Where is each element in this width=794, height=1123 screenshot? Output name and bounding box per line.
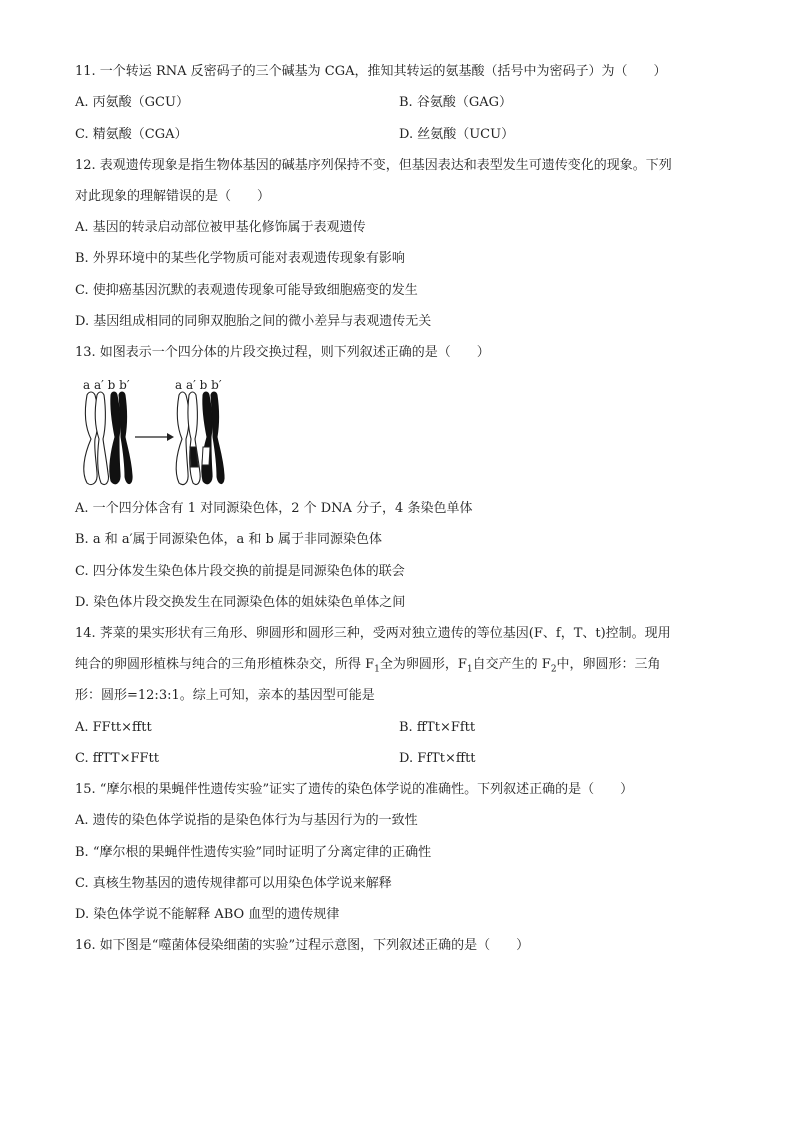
q15-option-b: B. “摩尔根的果蝇伴性遗传实验”同时证明了分离定律的正确性 (75, 845, 432, 860)
q11-option-d: D. 丝氨酸（UCU） (399, 127, 515, 142)
left-black-chromosome (110, 392, 132, 484)
q16-stem: 16. 如下图是“噬菌体侵染细菌的实验”过程示意图，下列叙述正确的是（ ） (75, 938, 530, 953)
q14-option-d: D. FfTt×fftt (399, 751, 476, 766)
q13-option-d: D. 染色体片段交换发生在同源染色体的姐妹染色单体之间 (75, 595, 406, 610)
q14-option-c: C. ffTT×FFtt (75, 751, 159, 766)
q15-option-d: D. 染色体学说不能解释 ABO 血型的遗传规律 (75, 907, 340, 922)
fig-labels-right: a a′ b b′ (175, 378, 222, 392)
fig-labels-left: a a′ b b′ (83, 378, 130, 392)
q15-option-a: A. 遗传的染色体学说指的是染色体行为与基因行为的一致性 (75, 813, 418, 828)
q11-option-a: A. 丙氨酸（GCU） (75, 95, 189, 110)
q12-option-b: B. 外界环境中的某些化学物质可能对表观遗传现象有影响 (75, 251, 405, 266)
q12-option-a: A. 基因的转录启动部位被甲基化修饰属于表观遗传 (75, 220, 366, 235)
q12-option-d: D. 基因组成相同的同卵双胞胎之间的微小差异与表观遗传无关 (75, 314, 432, 329)
right-black-chromosome (202, 392, 224, 484)
q14-option-b: B. ffTt×Fftt (399, 720, 476, 735)
q15-stem: 15. “摩尔根的果蝇伴性遗传实验”证实了遗传的染色体学说的准确性。下列叙述正确的是（ ） (75, 782, 634, 797)
q14-option-a: A. FFtt×fftt (75, 720, 152, 735)
tetrad-crossover-figure (75, 377, 237, 489)
left-white-chromosome (84, 392, 109, 485)
q13-stem: 13. 如图表示一个四分体的片段交换过程，则下列叙述正确的是（ ） (75, 345, 490, 360)
q12-stem-line2: 对此现象的理解错误的是（ ） (75, 189, 271, 204)
q11-stem: 11. 一个转运 RNA 反密码子的三个碱基为 CGA，推知其转运的氨基酸（括号中为密码子）为（ ） (75, 64, 667, 79)
q11-option-c: C. 精氨酸（CGA） (75, 127, 188, 142)
q14-stem-line1: 14. 荠菜的果实形状有三角形、卵圆形和圆形三种，受两对独立遗传的等位基因(F、f，T、t)控制。现用 (75, 626, 671, 641)
q13-option-b: B. a 和 a′属于同源染色体，a 和 b 属于非同源染色体 (75, 532, 383, 547)
q13-option-a: A. 一个四分体含有 1 对同源染色体，2 个 DNA 分子，4 条染色单体 (75, 501, 473, 516)
arrow-icon (135, 433, 174, 441)
q13-option-c: C. 四分体发生染色体片段交换的前提是同源染色体的联会 (75, 564, 405, 579)
tetrad-crossover-diagram (75, 377, 237, 489)
right-white-chromosome (176, 392, 200, 485)
q12-stem-line1: 12. 表观遗传现象是指生物体基因的碱基序列保持不变，但基因表达和表型发生可遗传变化的现象。下列 (75, 158, 672, 173)
q12-option-c: C. 使抑癌基因沉默的表观遗传现象可能导致细胞癌变的发生 (75, 283, 418, 298)
q11-option-b: B. 谷氨酸（GAG） (399, 95, 512, 110)
q14-stem-line2: 纯合的卵圆形植株与纯合的三角形植株杂交，所得 $F_1$全为卵圆形，$F_1$自交产生的 $F_2$中，卵圆形：三角 (75, 657, 661, 675)
q14-stem-line3: 形：圆形=12:3:1。综上可知，亲本的基因型可能是 (75, 688, 375, 703)
q15-option-c: C. 真核生物基因的遗传规律都可以用染色体学说来解释 (75, 876, 392, 891)
